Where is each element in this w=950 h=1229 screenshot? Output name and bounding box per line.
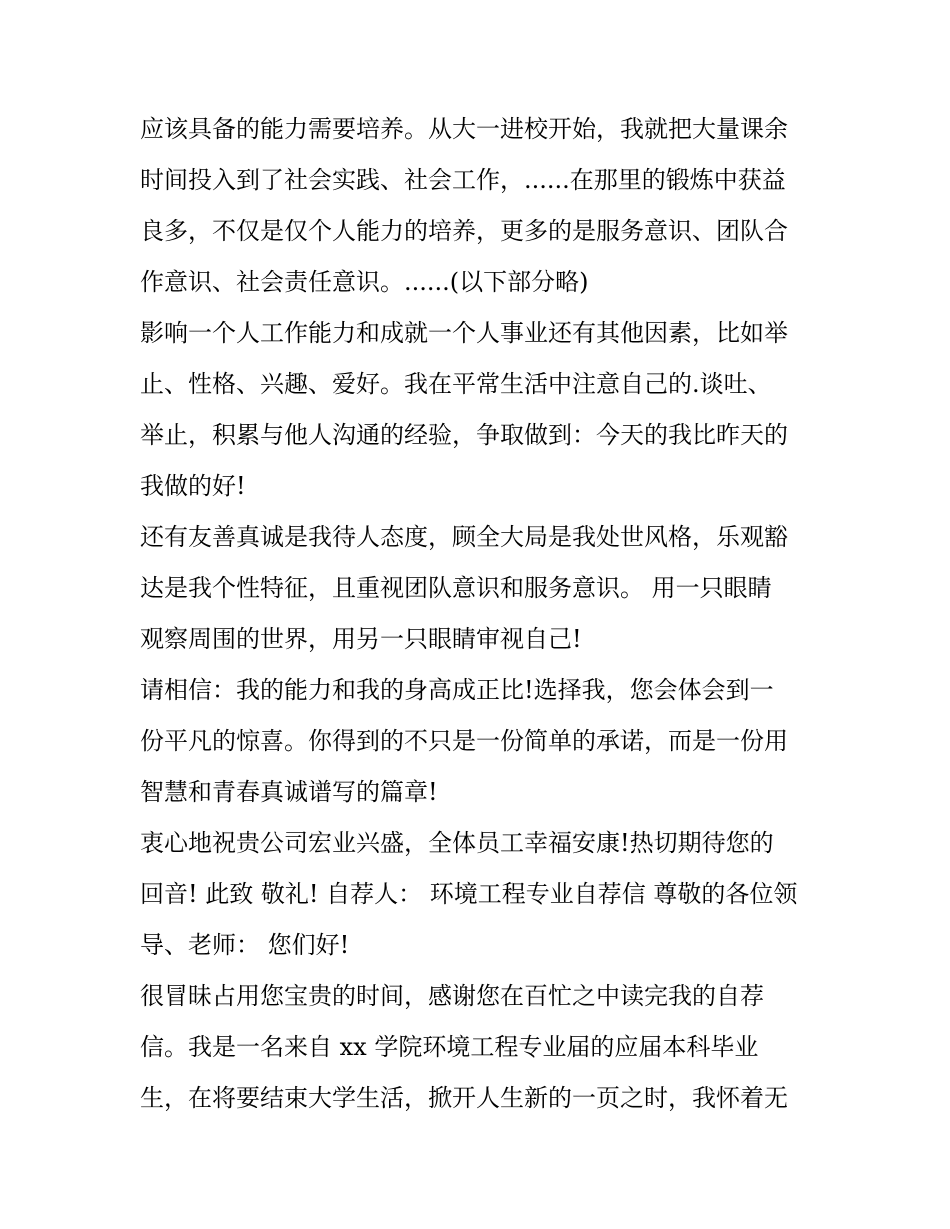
text-line: 观察周围的世界，用另一只眼睛审视自己! bbox=[140, 625, 582, 653]
letter-body bbox=[140, 104, 820, 1124]
text-line: 很冒昧占用您宝贵的时间，感谢您在百忙之中读完我的自荐 bbox=[140, 982, 764, 1010]
text-line: 举止，积累与他人沟通的经验，争取做到：今天的我比昨天的 bbox=[140, 421, 788, 449]
text-line: 良多，不仅是仅个人能力的培养，更多的是服务意识、团队合 bbox=[140, 217, 788, 245]
text-line: 达是我个性特征，且重视团队意识和服务意识。 用一只眼睛 bbox=[140, 574, 772, 602]
text-line: 我做的好! bbox=[140, 472, 246, 500]
text-line: 份平凡的惊喜。你得到的不只是一份简单的承诺，而是一份用 bbox=[140, 727, 788, 755]
text-line: 智慧和青春真诚谱写的篇章! bbox=[140, 778, 438, 806]
text-line: 生，在将要结束大学生活，掀开人生新的一页之时，我怀着无 bbox=[140, 1084, 788, 1112]
text-line: 信。我是一名来自 xx 学院环境工程专业届的应届本科毕业 bbox=[140, 1033, 759, 1061]
text-line: 回音! 此致 敬礼! 自荐人： 环境工程专业自荐信 尊敬的各位领 bbox=[140, 880, 798, 908]
text-line: 衷心地祝贵公司宏业兴盛，全体员工幸福安康!热切期待您的 bbox=[140, 829, 774, 857]
text-line: 应该具备的能力需要培养。从大一进校开始，我就把大量课余 bbox=[140, 115, 788, 143]
text-line: 时间投入到了社会实践、社会工作，......在那里的锻炼中获益 bbox=[140, 166, 786, 194]
text-line: 请相信：我的能力和我的身高成正比!选择我，您会体会到一 bbox=[140, 676, 774, 704]
text-line: 止、性格、兴趣、爱好。我在平常生活中注意自己的.谈吐、 bbox=[140, 370, 772, 398]
text-line: 影响一个人工作能力和成就一个人事业还有其他因素，比如举 bbox=[140, 319, 788, 347]
text-line: 还有友善真诚是我待人态度，顾全大局是我处世风格，乐观豁 bbox=[140, 523, 788, 551]
text-line: 作意识、社会责任意识。......(以下部分略) bbox=[140, 268, 589, 296]
text-line: 导、老师： 您们好! bbox=[140, 931, 350, 959]
